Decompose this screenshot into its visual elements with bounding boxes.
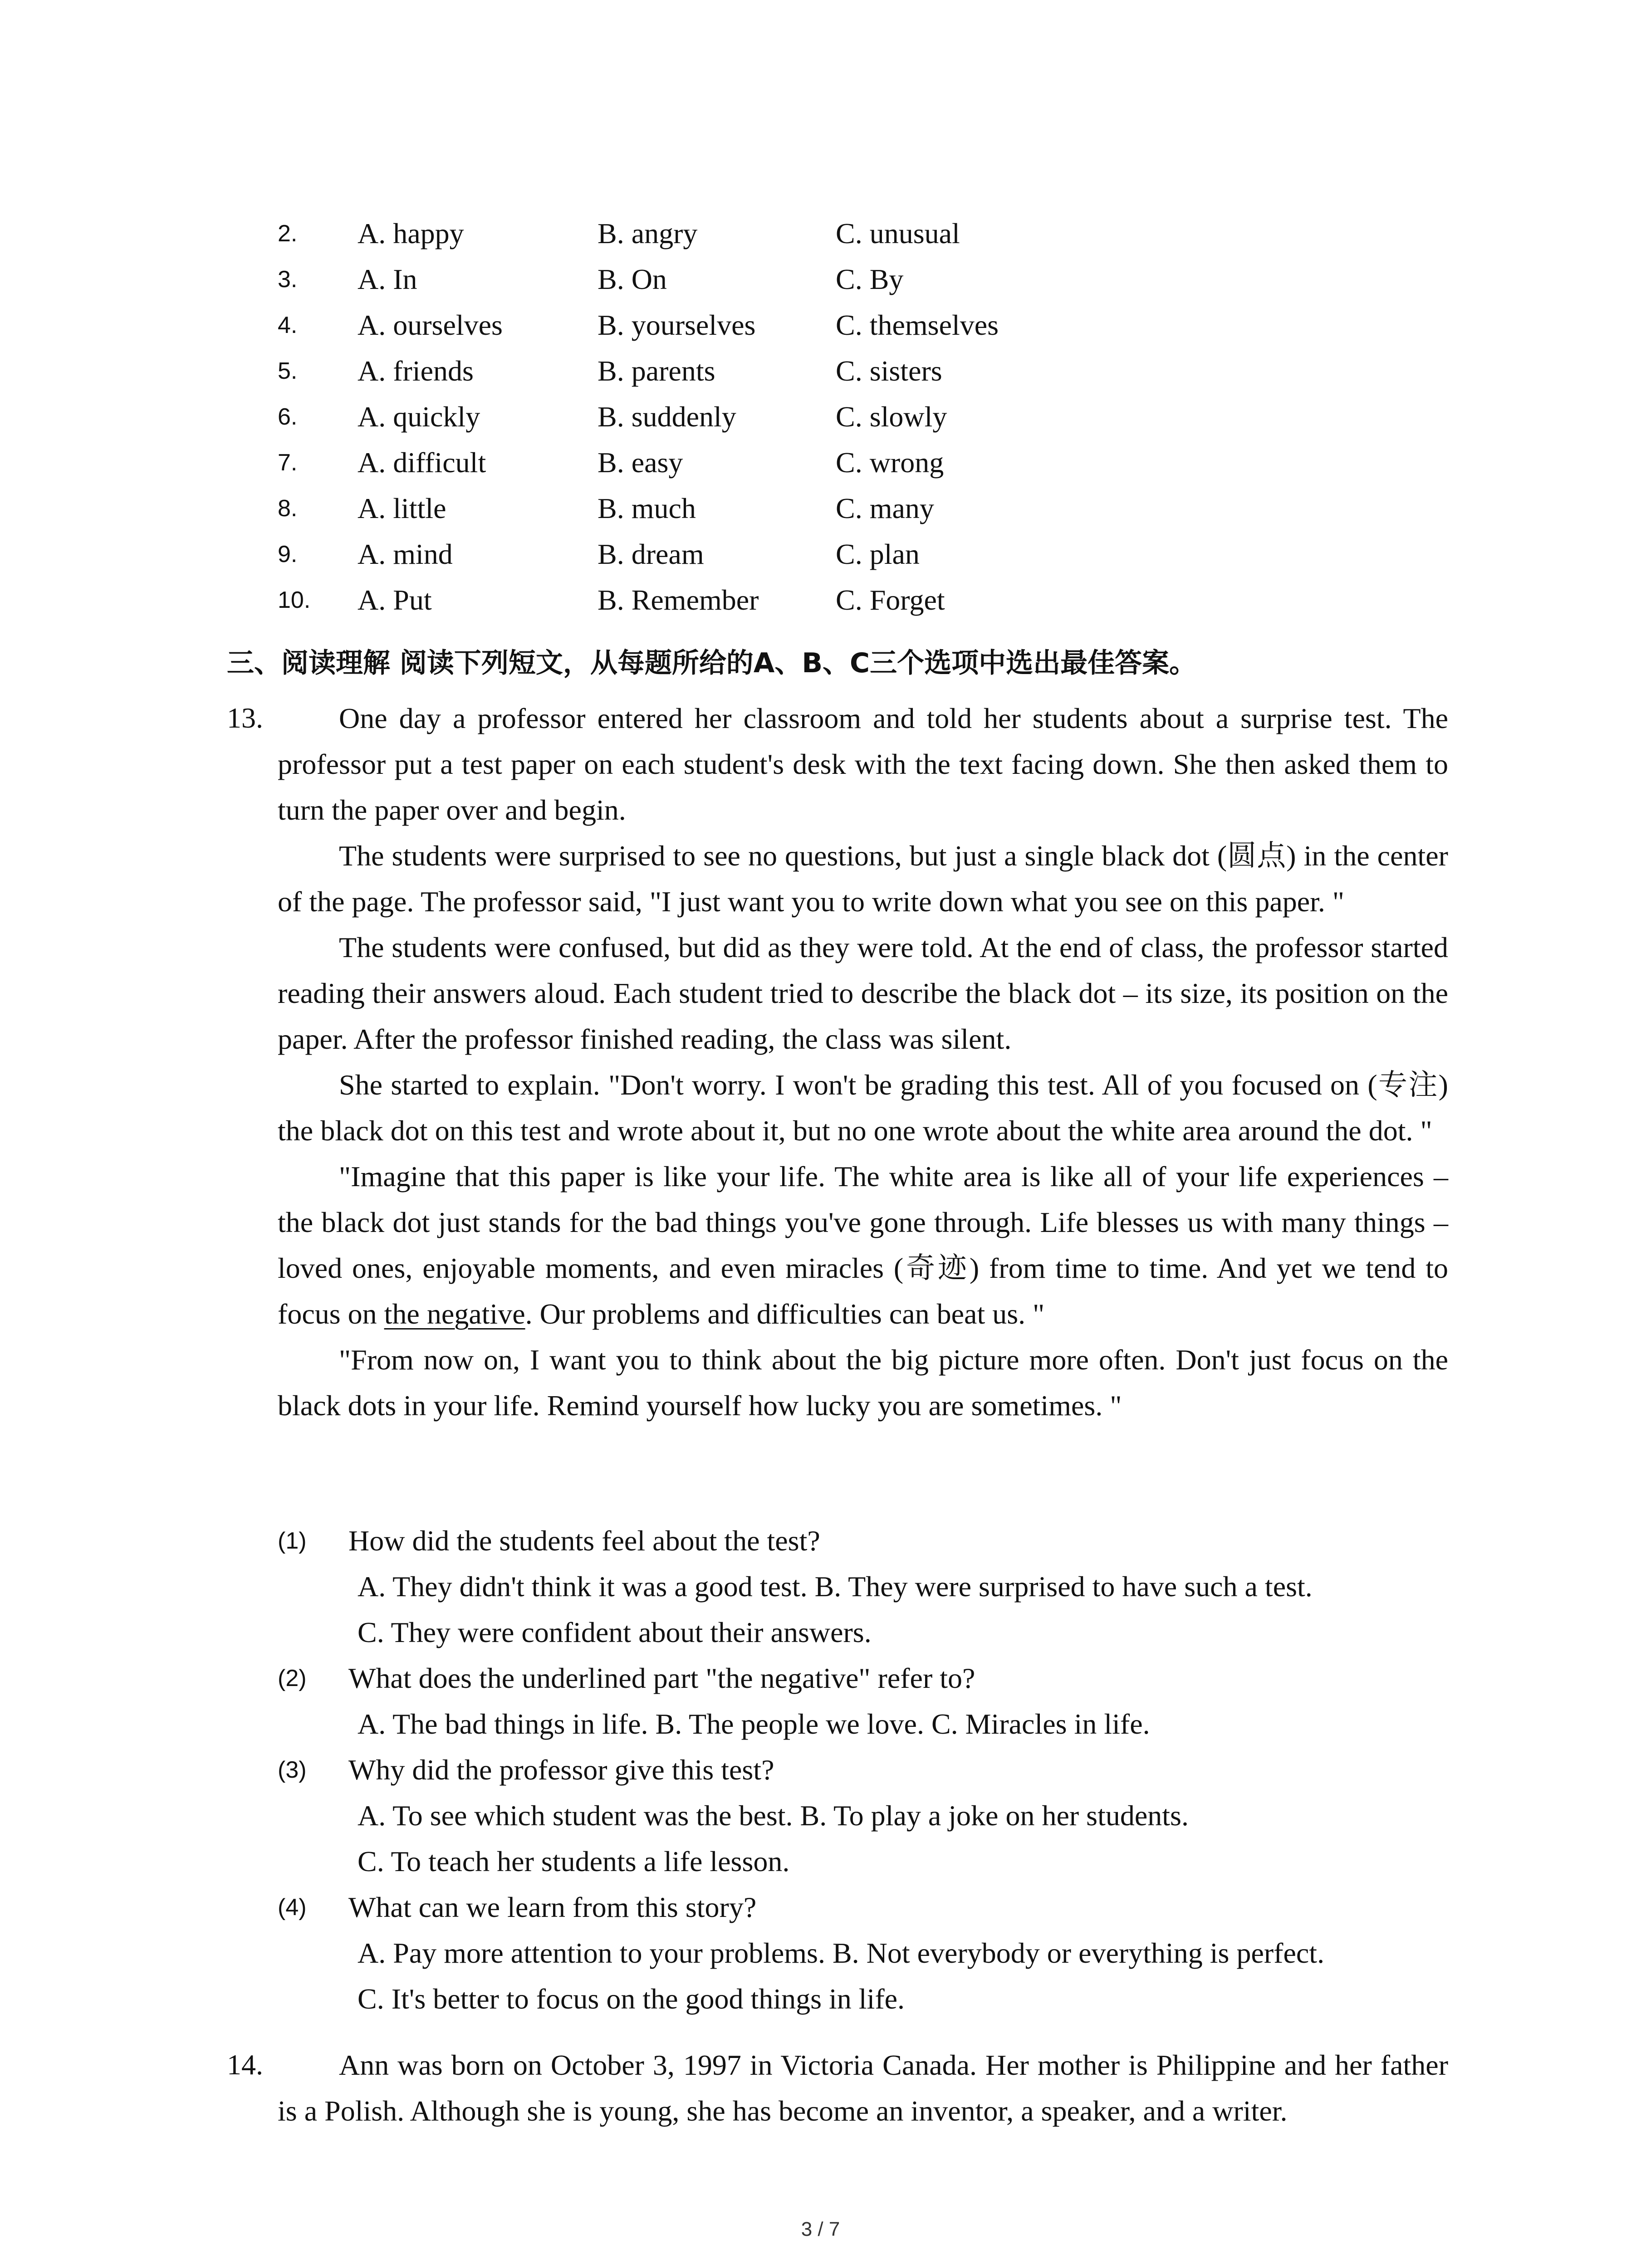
option-c: C. wrong [836, 446, 944, 479]
option-number: 7. [278, 450, 298, 476]
option-c: C. slowly [836, 401, 947, 433]
passage-paragraph: "From now on, I want you to think about the big picture more often. Don't just focus on the black dots in your life. Remind yourself how lucky you are sometimes. " [278, 1344, 1448, 1422]
option-number: 9. [278, 541, 298, 567]
option-number: 5. [278, 358, 298, 384]
option-b: B. suddenly [598, 401, 736, 433]
option-number: 2. [278, 220, 298, 247]
option-a: A. ourselves [358, 309, 503, 341]
option-number: 10. [278, 587, 311, 613]
passage-text: "Imagine that this paper is like your life. The white area is like all of your life experiences – the black dot just stands for the bad things you've gone through. Life blesses us with many things – loved ones, enjoyable moments, and even miracles (奇迹) from time to time. And yet we tend to focus on [278, 1160, 1448, 1330]
section-heading: 三、阅读理解 阅读下列短文，从每题所给的A、B、C三个选项中选出最佳答案。 [227, 647, 1197, 679]
answer-options: A. They didn't think it was a good test. B. They were surprised to have such a test. [358, 1570, 1313, 1603]
sub-question-text: What can we learn from this story? [348, 1891, 757, 1923]
option-b: B. angry [598, 217, 698, 249]
option-b: B. easy [598, 446, 683, 479]
sub-question-text: How did the students feel about the test? [348, 1525, 820, 1557]
question-number: 13. [227, 702, 263, 734]
option-number: 3. [278, 266, 298, 293]
reading-passage [278, 695, 1448, 1428]
option-c: C. By [836, 263, 904, 295]
option-c: C. sisters [836, 355, 942, 387]
reading-passage [278, 2042, 1448, 2134]
option-a: A. happy [358, 217, 464, 249]
option-b: B. On [598, 263, 667, 295]
option-b: B. much [598, 492, 696, 524]
option-a: A. difficult [358, 446, 486, 479]
option-number: 6. [278, 404, 298, 430]
option-a: A. mind [358, 538, 453, 570]
option-a: A. Put [358, 584, 432, 616]
underlined-phrase: the negative [384, 1298, 525, 1330]
option-b: B. parents [598, 355, 715, 387]
sub-question-number: (3) [278, 1757, 307, 1783]
option-a: A. little [358, 492, 446, 524]
option-a: A. friends [358, 355, 474, 387]
sub-question-number: (4) [278, 1894, 307, 1921]
passage-text: . Our problems and difficulties can beat us. " [525, 1298, 1045, 1330]
option-b: B. dream [598, 538, 704, 570]
passage-paragraph: One day a professor entered her classroom and told her students about a surprise test. The professor put a test paper on each student's desk with the text facing down. She then asked them to turn the paper over and begin. [278, 702, 1448, 826]
sub-question-number: (2) [278, 1665, 307, 1691]
sub-question-number: (1) [278, 1528, 307, 1554]
answer-options: A. Pay more attention to your problems. B. Not everybody or everything is perfect. [358, 1937, 1325, 1969]
option-a: A. In [358, 263, 417, 295]
sub-question-text: What does the underlined part "the negative" refer to? [348, 1662, 975, 1694]
passage-paragraph: The students were surprised to see no questions, but just a single black dot (圆点) in the center of the page. The professor said, "I just want you to write down what you see on this paper. " [278, 840, 1448, 918]
option-b: B. Remember [598, 584, 759, 616]
passage-paragraph: The students were confused, but did as they were told. At the end of class, the professor started reading their answers aloud. Each student tried to describe the black dot – its size, its position on the paper. After the professor finished reading, the class was silent. [278, 931, 1448, 1055]
option-number: 8. [278, 495, 298, 522]
option-c: C. plan [836, 538, 920, 570]
answer-options: C. To teach her students a life lesson. [358, 1845, 790, 1877]
page-number: 3 / 7 [801, 2218, 840, 2240]
passage-paragraph [278, 1154, 1448, 1337]
answer-options: A. To see which student was the best. B. To play a joke on her students. [358, 1799, 1189, 1832]
option-number: 4. [278, 312, 298, 338]
passage-paragraph: Ann was born on October 3, 1997 in Victoria Canada. Her mother is Philippine and her father is a Polish. Although she is young, she has become an inventor, a speaker, and a writer. [278, 2049, 1448, 2127]
question-number: 14. [227, 2048, 263, 2081]
option-c: C. many [836, 492, 934, 524]
answer-options: A. The bad things in life. B. The people we love. C. Miracles in life. [358, 1708, 1150, 1740]
option-c: C. unusual [836, 217, 960, 249]
passage-paragraph: She started to explain. "Don't worry. I won't be grading this test. All of you focused on (专注) the black dot on this test and wrote about it, but no one wrote about the white area around the dot. " [278, 1069, 1448, 1147]
answer-options: C. It's better to focus on the good things in life. [358, 1983, 905, 2015]
sub-question-text: Why did the professor give this test? [348, 1754, 774, 1786]
option-a: A. quickly [358, 401, 480, 433]
option-c: C. Forget [836, 584, 945, 616]
option-c: C. themselves [836, 309, 999, 341]
option-b: B. yourselves [598, 309, 756, 341]
answer-options: C. They were confident about their answers. [358, 1616, 872, 1648]
